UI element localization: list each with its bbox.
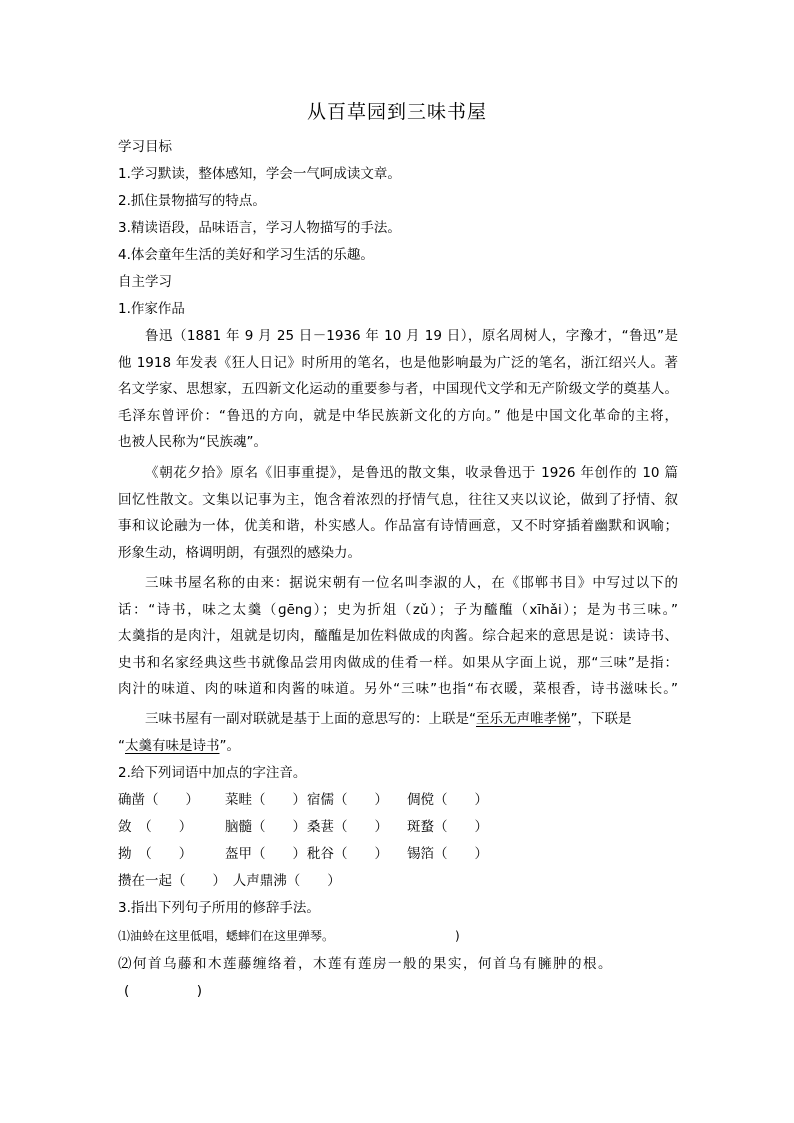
paragraph-luxun [118, 323, 678, 456]
objectives-heading: 学习目标 [118, 139, 172, 155]
couplet-intro-suffix: ”，下联是 [570, 711, 632, 727]
objective-item: 2.抓住景物描写的特点。 [118, 193, 266, 209]
text-line: 毛泽东曾评价：“鲁迅的方向，就是中华民族新文化的方向。” 他是中国文化革命的主将， [118, 407, 678, 424]
text-line [118, 706, 678, 733]
objective-item: 1.学习默读，整体感知，学会一气呵成读文章。 [118, 166, 401, 182]
couplet-lower-line: 太羹有味是诗书 [125, 737, 220, 754]
text-line: 话：“诗书，味之太羹（ɡēnɡ）；史为折俎（zǔ）；子为醯醢（xīhǎi）；是为书三味。” [118, 601, 678, 618]
question-2-heading: 2.给下列词语中加点的字注音。 [118, 765, 307, 781]
rhetoric-sentence: ⑴油蛉在这里低唱，蟋蟀们在这里弹琴。 [118, 929, 335, 943]
self-study-heading: 自主学习 [118, 274, 172, 290]
phonetic-item: 脑髓（ ） [225, 819, 306, 835]
phonetic-item: 敛 （ ） [118, 819, 193, 835]
text-line: 史书和名家经典这些书就像品尝用肉做成的佳肴一样。如果从字面上说，那“三味”是指： [118, 654, 678, 671]
phonetic-item: 锡箔（ ） [407, 846, 488, 862]
phonetic-item: 宿儒（ ） [307, 792, 388, 808]
text-line: 《朝花夕拾》原名《旧事重提》，是鲁迅的散文集，收录鲁迅于 1926 年创作的 10 篇 [145, 465, 678, 481]
couplet-intro: 三味书屋有一副对联就是基于上面的意思写的：上联是“ [145, 711, 476, 727]
answer-paren: ( ) [124, 983, 203, 999]
quote-open: “ [118, 737, 125, 754]
text-line: 太羹指的是肉汁，俎就是切肉，醯醢是加佐料做成的肉酱。综合起来的意思是说：读诗书、 [118, 628, 678, 644]
phonetic-item: 秕谷（ ） [307, 846, 388, 862]
text-line: 名文学家、思想家，五四新文化运动的重要参与者，中国现代文学和无产阶级文学的奠基人。 [118, 381, 678, 397]
quote-close: ”。 [219, 737, 240, 754]
text-line: 他 1918 年发表《狂人日记》时所用的笔名，也是他影响最为广泛的笔名，浙江绍兴人。著 [118, 354, 678, 371]
text-line: 形象生动，格调明朗，有强烈的感染力。 [118, 544, 361, 561]
phonetic-row-last: 攒在一起（ ） 人声鼎沸（ ） [118, 873, 341, 889]
phonetic-item: 拗 （ ） [118, 846, 193, 862]
phonetic-item: 桑葚（ ） [307, 819, 388, 835]
text-line: 回忆性散文。文集以记事为主，饱含着浓烈的抒情气息，往往又夹以议论，做到了抒情、叙 [118, 491, 678, 508]
text-line: 事和议论融为一体，优美和谐，朴实感人。作品富有诗情画意，又不时穿插着幽默和讽喻； [118, 518, 678, 534]
phonetic-item: 确凿（ ） [118, 792, 199, 808]
phonetic-item: 菜畦（ ） [225, 792, 306, 808]
objective-item: 4.体会童年生活的美好和学习生活的乐趣。 [118, 247, 374, 263]
rhetoric-item-1 [118, 926, 678, 946]
text-line: 三味书屋名称的由来：据说宋朝有一位名叫李淑的人，在《邯郸书目》中写过以下的 [145, 575, 678, 591]
text-line [118, 733, 678, 760]
phonetic-item: 倜傥（ ） [407, 792, 488, 808]
text-line: 鲁迅（1881 年 9 月 25 日－1936 年 10 月 19 日），原名周树人，字豫才，“鲁迅”是 [145, 328, 678, 344]
question-3-heading: 3.指出下列句子所用的修辞手法。 [118, 900, 320, 916]
text-line: 也被人民称为“民族魂”。 [118, 434, 267, 450]
answer-paren: ) [455, 929, 460, 943]
phonetic-item: 盔甲（ ） [225, 846, 306, 862]
text-line: 肉汁的味道、肉的味道和肉酱的味道。另外“三味”也指“布衣暖，菜根香，诗书滋味长。” [118, 681, 678, 697]
paragraph-zhaohua-xishi [118, 460, 678, 566]
couplet-upper-line: 至乐无声唯孝悌 [476, 711, 571, 727]
paragraph-sanwei-origin [118, 570, 678, 703]
paragraph-couplet [118, 706, 678, 759]
page-title: 从百草园到三味书屋 [306, 101, 487, 123]
section-author-works-heading: 1.作家作品 [118, 301, 185, 317]
phonetic-item: 斑蝥（ ） [407, 819, 488, 835]
rhetoric-item-2: ⑵何首乌藤和木莲藤缠络着，木莲有莲房一般的果实，何首乌有臃肿的根。 [118, 956, 613, 972]
objective-item: 3.精读语段，品味语言，学习人物描写的手法。 [118, 220, 401, 236]
